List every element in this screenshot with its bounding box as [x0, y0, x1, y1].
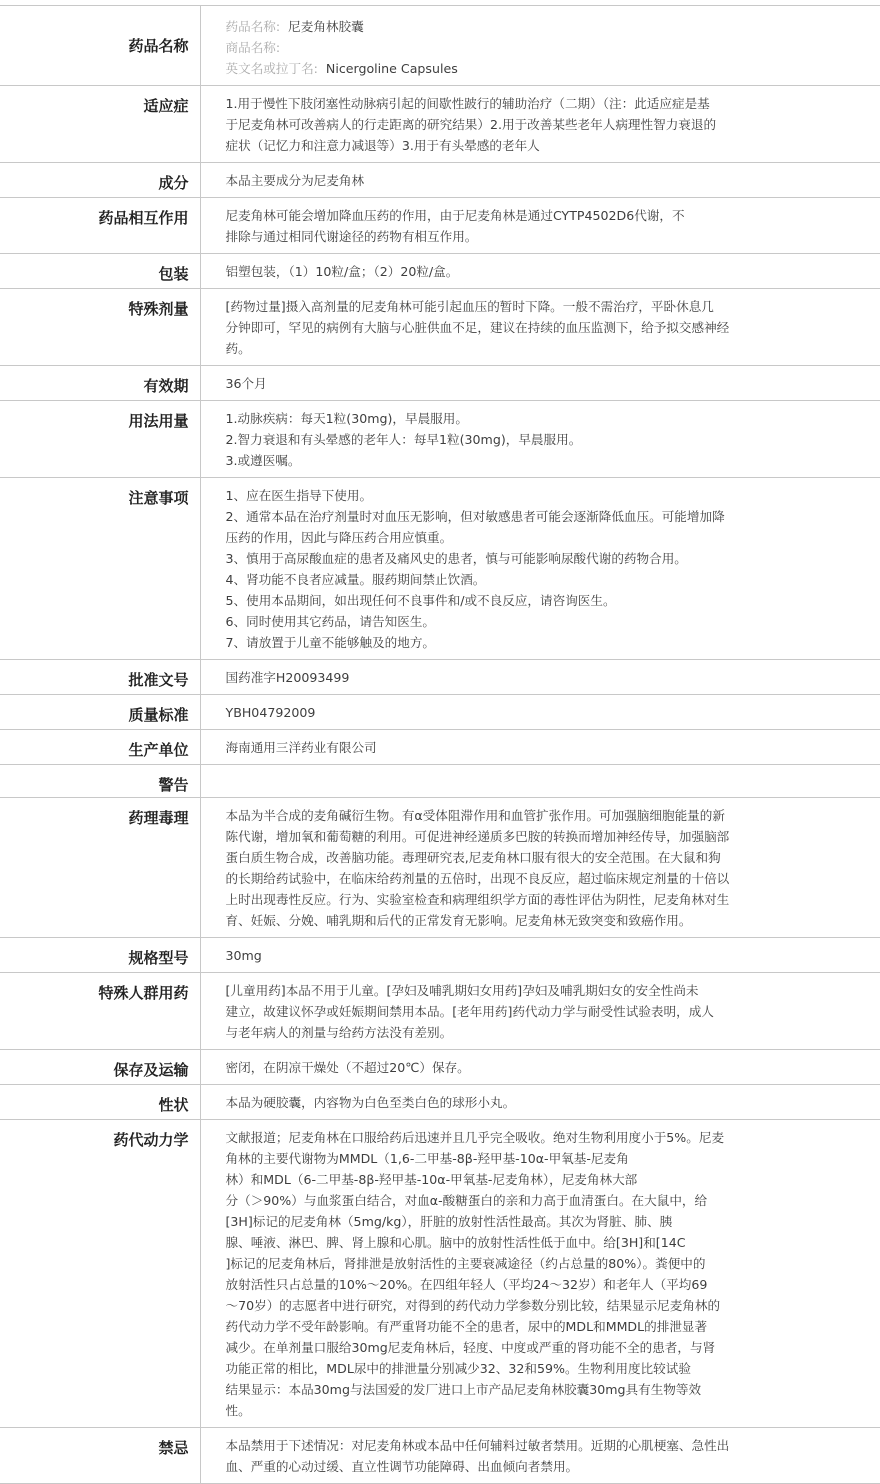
- value-line: 功能正常的相比，MDL尿中的排泄量分别减少32、32和59%。生物利用度比较试验: [225, 1361, 691, 1376]
- value-line: ～70岁）的志愿者中进行研究，对得到的药代动力学参数分别比较，结果显示尼麦角林的: [225, 1298, 721, 1313]
- value-line: 1、应在医生指导下使用。: [225, 488, 373, 503]
- row-value: [200, 1085, 880, 1120]
- value-line: 2.智力衰退和有头晕感的老年人：每早1粒(30mg)，早晨服用。: [225, 432, 582, 447]
- row-value: [200, 765, 880, 798]
- value-line: [3H]标记的尼麦角林（5mg/kg），肝脏的放射性活性最高。其次为肾脏、肺、胰: [225, 1214, 673, 1229]
- row-label: 特殊人群用药: [0, 973, 200, 1050]
- value-line: 6、同时使用其它药品，请告知医生。: [225, 614, 436, 629]
- value-line: 结果显示：本品30mg与法国爱的发厂进口上市产品尼麦角林胶囊30mg具有生物等效: [225, 1382, 702, 1397]
- value-line: 于尼麦角林可改善病人的行走距离的研究结果）2.用于改善某些老年人病理性智力衰退的: [225, 117, 717, 132]
- row-value: [200, 6, 880, 86]
- value-line: [儿童用药]本品不用于儿童。[孕妇及哺乳期妇女用药]孕妇及哺乳期妇女的安全性尚未: [225, 983, 699, 998]
- value-line: 本品为硬胶囊，内容物为白色至类白色的球形小丸。: [225, 1095, 516, 1110]
- value-line: 铝塑包装，（1）10粒/盒；（2）20粒/盒。: [225, 264, 459, 279]
- value-line: 3、慎用于高尿酸血症的患者及痛风史的患者，慎与可能影响尿酸代谢的药物合用。: [225, 551, 687, 566]
- row-label: 特殊剂量: [0, 289, 200, 366]
- value-line: 文献报道；尼麦角林在口服给药后迅速并且几乎完全吸收。绝对生物利用度小于5%。尼麦: [225, 1130, 725, 1145]
- row-label: 规格型号: [0, 938, 200, 973]
- value-line: 药代动力学不受年龄影响。有严重肾功能不全的患者，尿中的MDL和MMDL的排泄显著: [225, 1319, 708, 1334]
- row-special-dose: [0, 289, 880, 366]
- row-quality-standard: [0, 695, 880, 730]
- row-indication: [0, 86, 880, 163]
- row-value: [200, 401, 880, 478]
- row-label: 药品相互作用: [0, 198, 200, 254]
- value-line: 放射活性只占总量的10%～20%。在四组年轻人（平均24～32岁）和老年人（平均69: [225, 1277, 708, 1292]
- value-line: 上时出现毒性反应。行为、实验室检查和病理组织学方面的毒性评估为阴性，尼麦角林对生: [225, 892, 730, 907]
- value-line: 1.用于慢性下肢闭塞性动脉病引起的间歇性跛行的辅助治疗（二期）（注：此适应症是基: [225, 96, 710, 111]
- row-manufacturer: [0, 730, 880, 765]
- value-line: 4、肾功能不良者应减量。服药期间禁止饮酒。: [225, 572, 486, 587]
- value-line: 密闭，在阴凉干燥处（不超过20℃）保存。: [225, 1060, 470, 1075]
- row-label: 性状: [0, 1085, 200, 1120]
- row-label: 包装: [0, 254, 200, 289]
- row-label: 警告: [0, 765, 200, 798]
- value-line: 5、使用本品期间，如出现任何不良事件和/或不良反应，请咨询医生。: [225, 593, 616, 608]
- value-line: 海南通用三洋药业有限公司: [225, 740, 377, 755]
- row-value: [200, 798, 880, 938]
- row-value: [200, 289, 880, 366]
- value-line: 性。: [225, 1403, 251, 1418]
- value-line: 与老年病人的剂量与给药方法没有差别。: [225, 1025, 453, 1040]
- value-line: [药物过量]摄入高剂量的尼麦角林可能引起血压的暂时下降。一般不需治疗，平卧休息几: [225, 299, 714, 314]
- row-ingredient: [0, 163, 880, 198]
- value-line: 建立，故建议怀孕或妊娠期间禁用本品。[老年用药]药代动力学与耐受性试验表明，成人: [225, 1004, 714, 1019]
- value-line: 尼麦角林可能会增加降血压药的作用，由于尼麦角林是通过CYTP4502D6代谢，不: [225, 208, 685, 223]
- value-line: 分（＞90%）与血浆蛋白结合，对血α-酸糖蛋白的亲和力高于血清蛋白。在大鼠中，给: [225, 1193, 708, 1208]
- trade-name-label: 商品名称:: [225, 40, 281, 55]
- value-line: YBH04792009: [225, 705, 316, 720]
- value-line: 本品禁用于下述情况：对尼麦角林或本品中任何辅料过敏者禁用。近期的心肌梗塞、急性出: [225, 1438, 730, 1453]
- row-label: 药品名称: [0, 6, 200, 86]
- value-line: 7、请放置于儿童不能够触及的地方。: [225, 635, 436, 650]
- value-line: 育、妊娠、分娩、哺乳期和后代的正常发育无影响。尼麦角林无致突变和致癌作用。: [225, 913, 692, 928]
- row-special-population: [0, 973, 880, 1050]
- row-label: 保存及运输: [0, 1050, 200, 1085]
- row-label: 质量标准: [0, 695, 200, 730]
- value-line: 血、严重的心动过缓、直立性调节功能障碍、出血倾向者禁用。: [225, 1459, 579, 1474]
- row-label: 药理毒理: [0, 798, 200, 938]
- english-name-value: Nicergoline Capsules: [325, 61, 458, 76]
- value-line: 国药准字H20093499: [225, 670, 350, 685]
- value-line: ]标记的尼麦角林后，肾排泄是放射活性的主要衰减途径（约占总量的80%）。粪便中的: [225, 1256, 706, 1271]
- row-validity: [0, 366, 880, 401]
- row-pharmacology: [0, 798, 880, 938]
- value-line: 减少。在单剂量口服给30mg尼麦角林后，轻度、中度或严重的肾功能不全的患者，与肾: [225, 1340, 716, 1355]
- row-value: [200, 938, 880, 973]
- generic-name-value: 尼麦角林胶囊: [288, 19, 364, 34]
- row-contraindication: [0, 1428, 880, 1484]
- row-usage: [0, 401, 880, 478]
- value-line: 症状（记忆力和注意力减退等）3.用于有头晕感的老年人: [225, 138, 540, 153]
- value-line: 本品为半合成的麦角碱衍生物。有α受体阻滞作用和血管扩张作用。可加强脑细胞能量的新: [225, 808, 725, 823]
- value-line: 的长期给药试验中，在临床给药剂量的五倍时，出现不良反应，超过临床规定剂量的十倍以: [225, 871, 730, 886]
- value-line: 林）和MDL（6-二甲基-8β-羟甲基-10α-甲氧基-尼麦角林），尼麦角林大部: [225, 1172, 638, 1187]
- row-specification: [0, 938, 880, 973]
- value-line: 药。: [225, 341, 251, 356]
- row-value: [200, 730, 880, 765]
- row-label: 药代动力学: [0, 1120, 200, 1428]
- value-line: 30mg: [225, 948, 262, 963]
- row-value: [200, 198, 880, 254]
- row-value: [200, 163, 880, 198]
- row-value: [200, 1428, 880, 1484]
- value-line: 分钟即可，罕见的病例有大脑与心脏供血不足，建议在持续的血压监测下，给予拟交感神经: [225, 320, 730, 335]
- row-value: [200, 660, 880, 695]
- value-line: 排除与通过相同代谢途径的药物有相互作用。: [225, 229, 478, 244]
- value-line: 角林的主要代谢物为MMDL（1,6-二甲基-8β-羟甲基-10α-甲氧基-尼麦角: [225, 1151, 629, 1166]
- english-name-label: 英文名或拉丁名:: [225, 61, 318, 76]
- row-label: 禁忌: [0, 1428, 200, 1484]
- drug-spec-table: [0, 5, 880, 1484]
- row-label: 批准文号: [0, 660, 200, 695]
- value-line: 压药的作用，因此与降压药合用应慎重。: [225, 530, 453, 545]
- row-interaction: [0, 198, 880, 254]
- row-value: [200, 973, 880, 1050]
- row-value: [200, 254, 880, 289]
- value-line: 3.或遵医嘱。: [225, 453, 301, 468]
- value-line: 腺、唾液、淋巴、脾、肾上腺和心肌。脑中的放射性活性低于血中。给[3H]和[14C: [225, 1235, 686, 1250]
- row-precautions: [0, 478, 880, 660]
- value-line: 36个月: [225, 376, 267, 391]
- row-value: [200, 478, 880, 660]
- row-approval-number: [0, 660, 880, 695]
- value-line: 本品主要成分为尼麦角林: [225, 173, 365, 188]
- row-value: [200, 366, 880, 401]
- row-label: 有效期: [0, 366, 200, 401]
- value-line: 蛋白质生物合成，改善脑功能。毒理研究表,尼麦角林口服有很大的安全范围。在大鼠和狗: [225, 850, 721, 865]
- generic-name-label: 药品名称:: [225, 19, 281, 34]
- row-value: [200, 1050, 880, 1085]
- row-value: [200, 1120, 880, 1428]
- row-label: 注意事项: [0, 478, 200, 660]
- row-label: 成分: [0, 163, 200, 198]
- row-value: [200, 695, 880, 730]
- value-line: 陈代谢，增加氧和葡萄糖的利用。可促进神经递质多巴胺的转换而增加神经传导，加强脑部: [225, 829, 730, 844]
- row-pharmacokinetics: [0, 1120, 880, 1428]
- row-storage: [0, 1050, 880, 1085]
- value-line: 1.动脉疾病：每天1粒(30mg)，早晨服用。: [225, 411, 468, 426]
- row-drug-name: [0, 6, 880, 86]
- row-label: 生产单位: [0, 730, 200, 765]
- row-package: [0, 254, 880, 289]
- row-value: [200, 86, 880, 163]
- row-label: 适应症: [0, 86, 200, 163]
- row-label: 用法用量: [0, 401, 200, 478]
- row-warning: [0, 765, 880, 798]
- row-appearance: [0, 1085, 880, 1120]
- value-line: 2、通常本品在治疗剂量时对血压无影响，但对敏感患者可能会逐渐降低血压。可能增加降: [225, 509, 725, 524]
